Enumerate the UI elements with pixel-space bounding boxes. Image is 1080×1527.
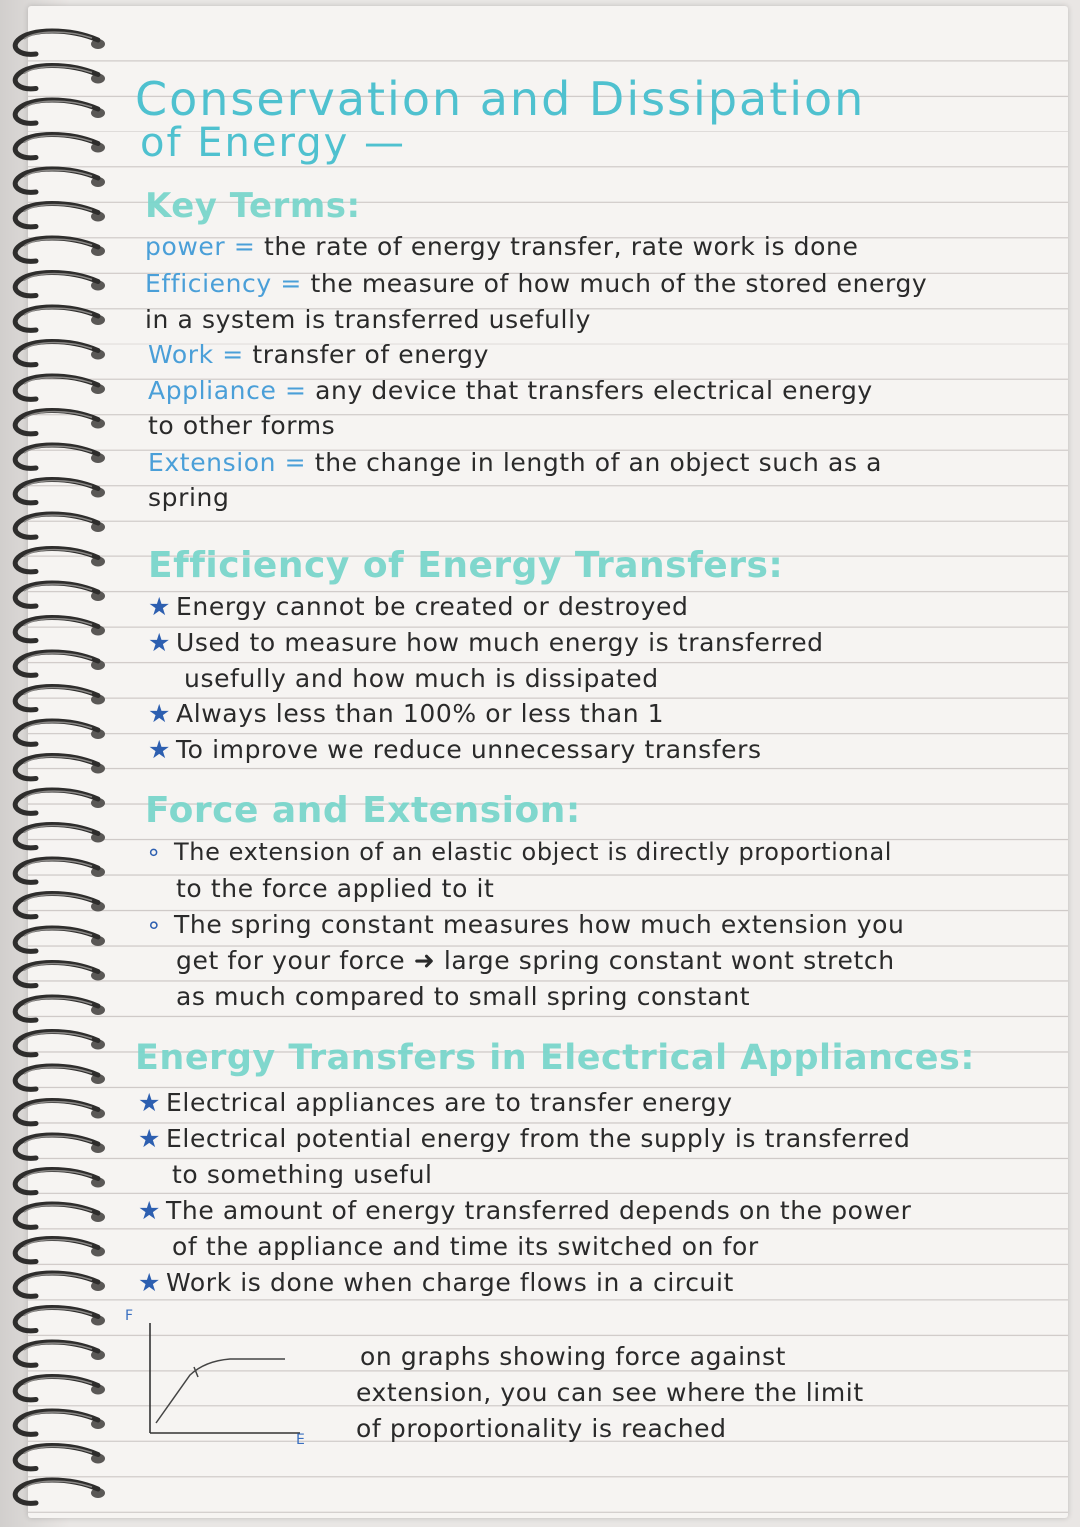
force-item <box>146 910 904 939</box>
electrical-item <box>138 1268 734 1297</box>
star-icon: ★ <box>148 699 172 728</box>
term-work <box>148 340 489 369</box>
electrical-item <box>138 1124 910 1153</box>
spiral-ring <box>15 894 105 917</box>
electrical-item-cont: of the appliance and time its switched on for <box>172 1232 759 1261</box>
force-item-text: The spring constant measures how much extension you <box>174 910 905 939</box>
electrical-heading: Energy Transfers in Electrical Appliances: <box>135 1038 975 1078</box>
efficiency-item <box>148 699 664 728</box>
spiral-ring <box>15 652 105 675</box>
spiral-ring <box>15 1411 105 1434</box>
circle-bullet-icon: ∘ <box>146 838 162 866</box>
term-label: power <box>145 232 226 261</box>
efficiency-item-text: Always less than 100% or less than 1 <box>176 699 665 728</box>
spiral-ring <box>15 66 105 89</box>
term-appliance <box>148 376 873 405</box>
sketch-curve <box>156 1359 285 1423</box>
spiral-ring <box>15 549 105 572</box>
spiral-ring <box>15 687 105 710</box>
spiral-ring <box>15 31 105 54</box>
electrical-item-text: Work is done when charge flows in a circuit <box>166 1268 734 1297</box>
star-icon: ★ <box>138 1088 162 1117</box>
term-appliance-cont: to other forms <box>148 411 336 440</box>
page-title-line2: of Energy — <box>140 120 407 166</box>
spiral-ring <box>15 1377 105 1400</box>
spiral-ring <box>15 100 105 123</box>
spiral-ring <box>15 756 105 779</box>
term-label: Appliance <box>148 376 277 405</box>
spiral-ring <box>15 307 105 330</box>
star-icon: ★ <box>138 1268 162 1297</box>
spiral-ring <box>15 238 105 261</box>
term-definition: the change in length of an object such as a <box>314 448 883 477</box>
spiral-ring <box>15 169 105 192</box>
spiral-ring <box>15 928 105 951</box>
force-item-text: The extension of an elastic object is directly proportional <box>174 838 893 866</box>
spiral-ring <box>15 480 105 503</box>
efficiency-heading: Efficiency of Energy Transfers: <box>148 545 784 586</box>
term-separator: = <box>276 448 315 477</box>
term-power <box>145 232 858 261</box>
efficiency-item-text: To improve we reduce unnecessary transfers <box>176 735 762 764</box>
term-label: Work <box>148 340 214 369</box>
spiral-ring <box>15 1101 105 1124</box>
star-icon: ★ <box>148 628 172 657</box>
spiral-ring <box>15 963 105 986</box>
efficiency-item <box>148 592 689 621</box>
efficiency-item-text: Used to measure how much energy is transferred <box>176 628 824 657</box>
spiral-ring <box>15 1239 105 1262</box>
term-label: Efficiency <box>145 269 272 298</box>
force-item-cont: as much compared to small spring constant <box>176 982 751 1011</box>
spiral-ring <box>15 721 105 744</box>
graph-y-label: F <box>125 1308 134 1324</box>
term-definition: the measure of how much of the stored energy <box>310 269 928 298</box>
electrical-item-cont: to something useful <box>172 1160 433 1189</box>
efficiency-item-text: Energy cannot be created or destroyed <box>176 592 689 621</box>
spiral-ring <box>15 1204 105 1227</box>
term-separator: = <box>225 232 264 261</box>
efficiency-item <box>148 735 762 764</box>
spiral-ring <box>15 411 105 434</box>
spiral-ring <box>15 342 105 365</box>
spiral-ring <box>15 514 105 537</box>
spiral-ring <box>15 445 105 468</box>
spiral-ring <box>15 1480 105 1503</box>
spiral-ring <box>15 1135 105 1158</box>
electrical-item-text: The amount of energy transferred depends on the power <box>166 1196 912 1225</box>
term-definition: transfer of energy <box>252 340 490 369</box>
efficiency-item-cont: usefully and how much is dissipated <box>184 664 659 693</box>
term-label: Extension <box>148 448 277 477</box>
term-efficiency <box>145 269 927 298</box>
spiral-ring <box>15 1342 105 1365</box>
term-separator: = <box>271 269 311 298</box>
spiral-ring <box>15 1273 105 1296</box>
electrical-item-text: Electrical potential energy from the supply is transferred <box>166 1124 911 1153</box>
page-title-line1: Conservation and Dissipation <box>135 72 866 126</box>
term-separator: = <box>213 340 253 369</box>
circle-bullet-icon: ∘ <box>146 910 163 939</box>
star-icon: ★ <box>148 592 172 621</box>
term-definition: the rate of energy transfer, rate work is done <box>263 232 859 261</box>
force-item <box>146 838 892 866</box>
term-extension <box>148 448 882 477</box>
graph-note-line: extension, you can see where the limit <box>356 1378 864 1407</box>
spiral-ring <box>15 1308 105 1331</box>
force-item-cont: to the force applied to it <box>176 874 495 903</box>
spiral-ring <box>15 997 105 1020</box>
spiral-ring <box>15 825 105 848</box>
spiral-ring <box>15 135 105 158</box>
spiral-ring <box>15 376 105 399</box>
star-icon: ★ <box>148 735 172 764</box>
spiral-ring <box>15 1032 105 1055</box>
spiral-ring <box>15 273 105 296</box>
graph-note-line: of proportionality is reached <box>356 1414 727 1443</box>
term-efficiency-cont: in a system is transferred usefully <box>145 305 592 334</box>
efficiency-item <box>148 628 824 657</box>
force-item-cont: get for your force ➜ large spring constant wont stretch <box>176 946 895 975</box>
spiral-ring <box>15 859 105 882</box>
electrical-item <box>138 1196 911 1225</box>
term-separator: = <box>276 376 316 405</box>
force-heading: Force and Extension: <box>145 790 581 831</box>
spiral-ring <box>15 790 105 813</box>
spiral-ring <box>15 1066 105 1089</box>
spiral-binding <box>0 0 130 1527</box>
electrical-item-text: Electrical appliances are to transfer energy <box>166 1088 733 1117</box>
graph-x-label: E <box>296 1432 305 1448</box>
graph-note-line: on graphs showing force against <box>360 1342 787 1371</box>
star-icon: ★ <box>138 1124 162 1153</box>
key-terms-heading: Key Terms: <box>145 186 361 226</box>
electrical-item <box>138 1088 733 1117</box>
spiral-ring <box>15 583 105 606</box>
spiral-ring <box>15 1170 105 1193</box>
star-icon: ★ <box>138 1196 162 1225</box>
term-extension-cont: spring <box>148 483 230 512</box>
force-extension-sketch <box>120 1305 310 1455</box>
spiral-ring <box>15 1446 105 1469</box>
spiral-ring <box>15 618 105 641</box>
term-definition: any device that transfers electrical energy <box>315 376 873 405</box>
spiral-ring <box>15 204 105 227</box>
